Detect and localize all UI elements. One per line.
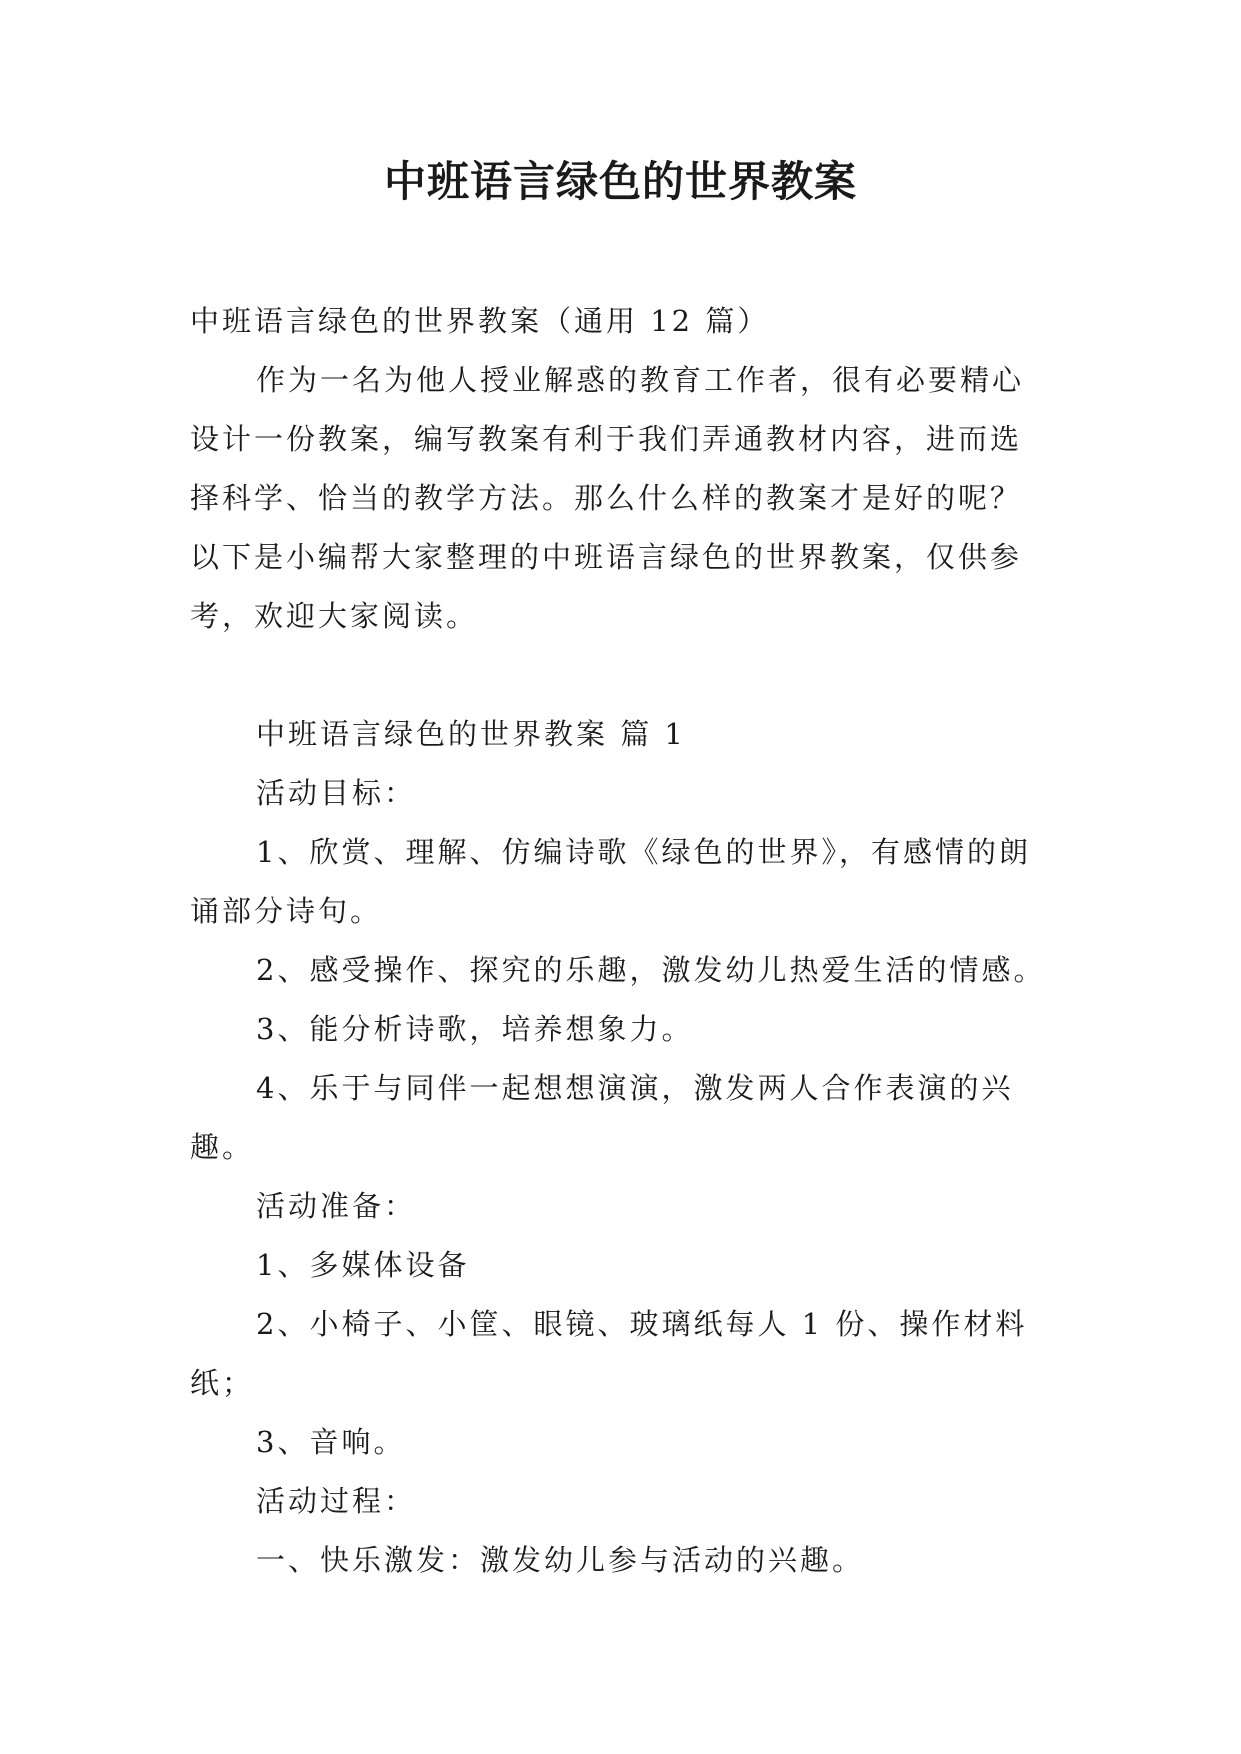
- intro-line: 择科学、恰当的教学方法。那么什么样的教案才是好的呢？: [190, 481, 1023, 515]
- intro-line: 作为一名为他人授业解惑的教育工作者，很有必要精心: [256, 363, 1025, 397]
- process-heading: 活动过程：: [256, 1484, 417, 1518]
- document-subtitle: 中班语言绿色的世界教案（通用 12 篇）: [190, 304, 770, 338]
- prep-heading: 活动准备：: [256, 1189, 417, 1223]
- goal-item: 4、乐于与同伴一起想想演演，激发两人合作表演的兴: [256, 1071, 1014, 1105]
- goal-item: 2、感受操作、探究的乐趣，激发幼儿热爱生活的情感。: [256, 953, 1046, 987]
- goal-item-continuation: 诵部分诗句。: [190, 894, 383, 928]
- goal-item: 3、能分析诗歌，培养想象力。: [256, 1012, 694, 1046]
- prep-item: 1、多媒体设备: [256, 1248, 470, 1282]
- prep-item-continuation: 纸；: [190, 1366, 255, 1400]
- goals-heading: 活动目标：: [256, 776, 417, 810]
- prep-item: 2、小椅子、小筐、眼镜、玻璃纸每人 1 份、操作材料: [256, 1307, 1028, 1341]
- document-body: [190, 292, 1060, 1590]
- process-item: 一、快乐激发：激发幼儿参与活动的兴趣。: [256, 1543, 865, 1577]
- goal-item: 1、欣赏、理解、仿编诗歌《绿色的世界》，有感情的朗: [256, 835, 1031, 869]
- section-heading: 中班语言绿色的世界教案 篇 1: [256, 717, 686, 751]
- paragraph-gap: [190, 646, 1060, 705]
- intro-line: 考，欢迎大家阅读。: [190, 599, 479, 633]
- intro-line: 设计一份教案，编写教案有利于我们弄通教材内容，进而选: [190, 422, 1023, 456]
- goal-item-continuation: 趣。: [190, 1130, 255, 1164]
- intro-line: 以下是小编帮大家整理的中班语言绿色的世界教案，仅供参: [190, 540, 1023, 574]
- prep-item: 3、音响。: [256, 1425, 406, 1459]
- page-title: 中班语言绿色的世界教案: [383, 157, 857, 206]
